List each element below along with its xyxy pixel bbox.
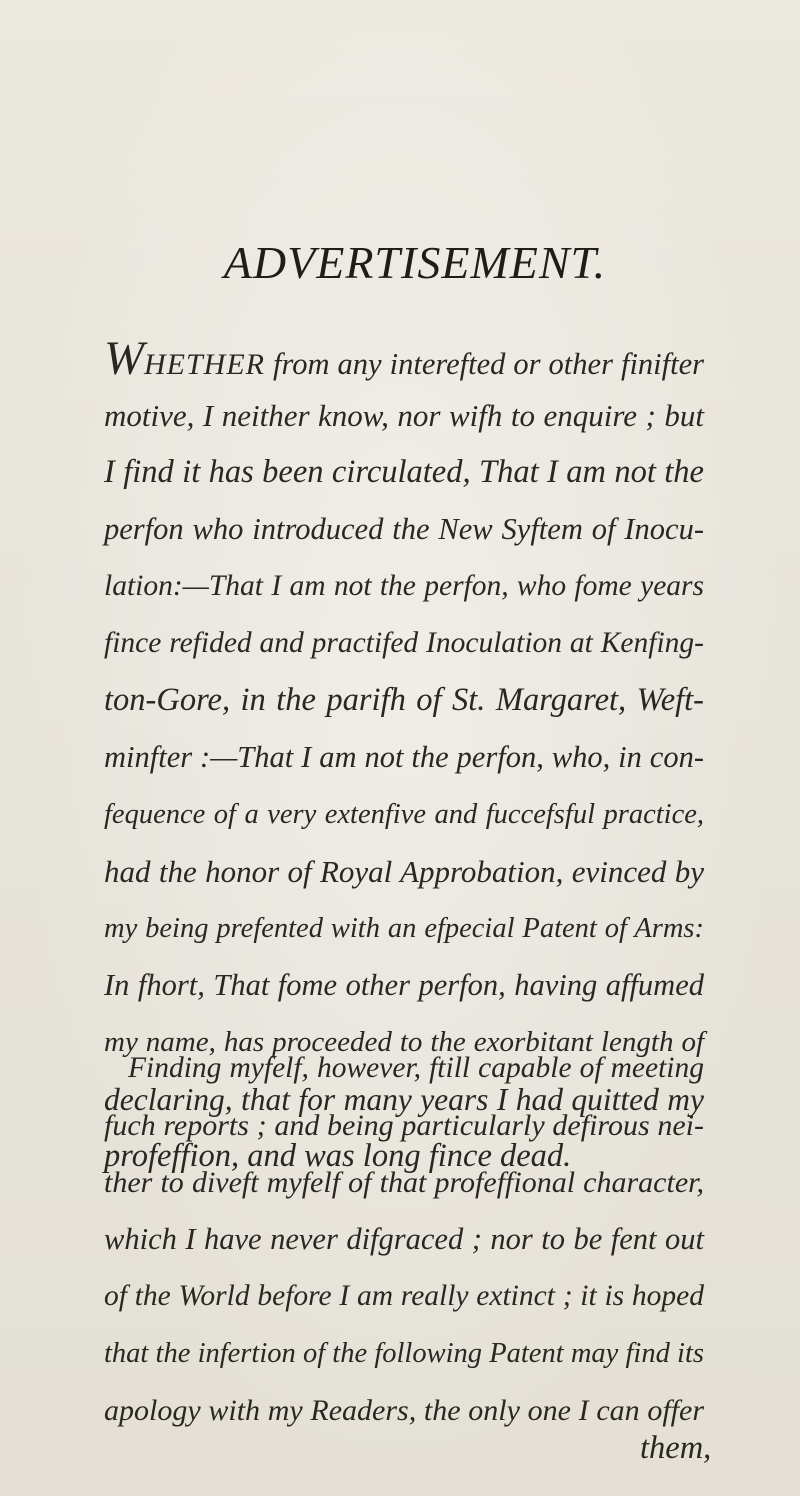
first-line-rest: from any interefted or other finifter — [264, 347, 704, 381]
text-line: perfon who introduced the New Syftem of Inocu- — [104, 512, 704, 546]
paragraph-2 — [104, 1040, 704, 1439]
text-line: Finding myfelf, however, ftill capable of meeting — [128, 1052, 704, 1084]
text-line: ton-Gore, in the parifh of St. Margaret, Weft- — [104, 682, 704, 718]
text-line — [104, 330, 704, 387]
text-line: of the World before I am really extinct ; it is hoped — [104, 1280, 704, 1312]
text-line: had the honor of Royal Approbation, evinced by — [104, 854, 704, 889]
page-heading: ADVERTISEMENT. — [223, 237, 607, 288]
text-line: my name, has proceeded to the exorbitant length of — [104, 1026, 704, 1058]
catchword: them, — [640, 1430, 712, 1466]
text-line: profeffion, and was long fince dead. — [104, 1138, 572, 1174]
text-line: my being prefented with an efpecial Patent of Arms: — [104, 913, 704, 944]
text-line: In fhort, That fome other perfon, having affumed — [104, 968, 704, 1002]
text-line: declaring, that for many years I had quitted my — [104, 1082, 704, 1117]
drop-cap: W — [104, 332, 144, 385]
text-line: which I have never difgraced ; nor to be fent out — [104, 1222, 704, 1256]
text-line: fince refided and practifed Inoculation at Kenfing- — [104, 627, 704, 659]
first-word-rest: HETHER — [143, 348, 265, 381]
text-line: I find it has been circulated, That I am not the — [104, 454, 704, 490]
text-line: motive, I neither know, nor wifh to enquire ; but — [104, 398, 704, 433]
text-line: fuch reports ; and being particularly defirous nei- — [104, 1109, 704, 1142]
text-line: that the infertion of the following Patent may find its — [104, 1338, 704, 1369]
text-line: lation:—That I am not the perfon, who fome years — [104, 570, 704, 602]
text-line: apology with my Readers, the only one I can offer — [104, 1394, 704, 1427]
text-line: minfter :—That I am not the perfon, who, in con- — [104, 740, 704, 774]
text-line: ther to diveft myfelf of that profeffional character, — [104, 1166, 704, 1199]
text-line: fequence of a very extenfive and fuccefsful practice, — [104, 799, 704, 830]
